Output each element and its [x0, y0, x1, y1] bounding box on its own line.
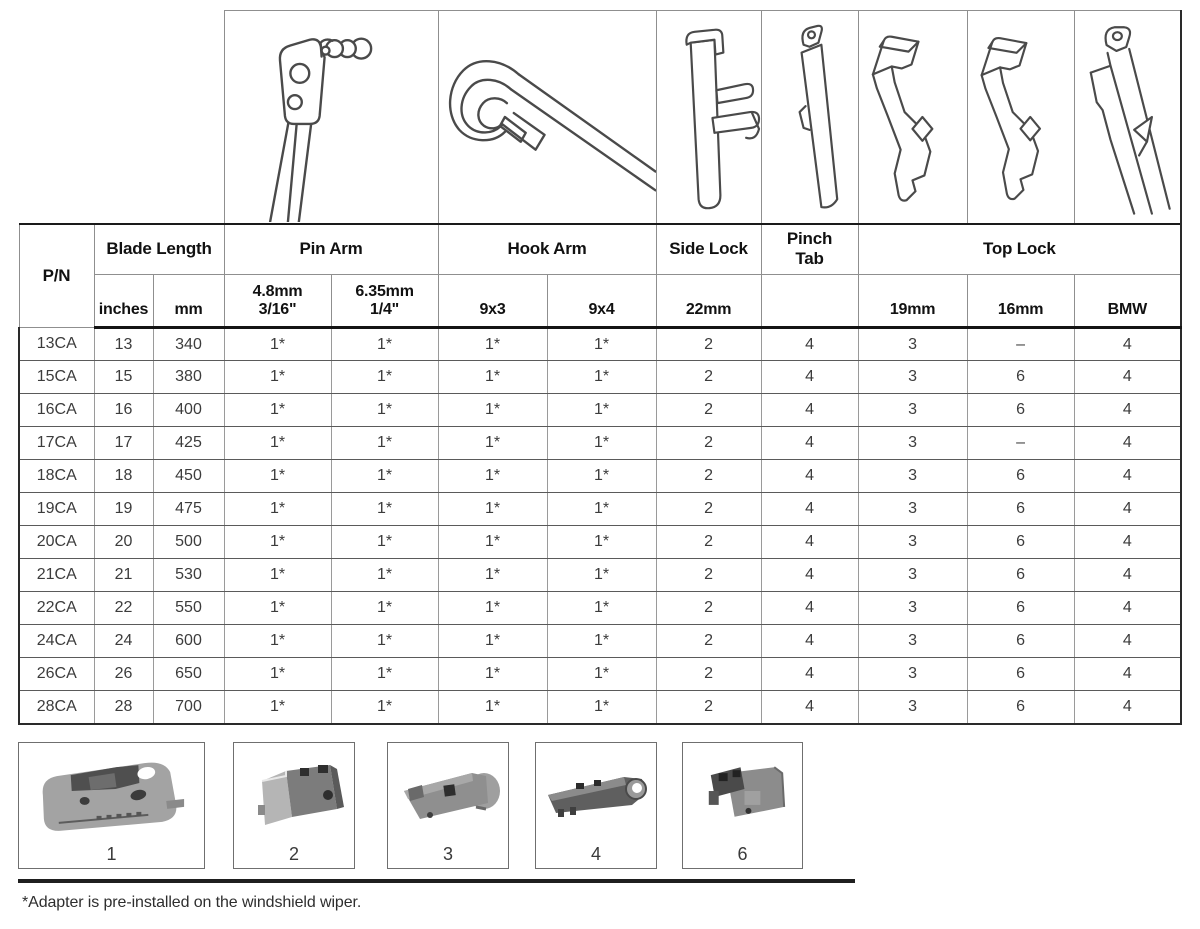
- value-cell: 1*: [331, 394, 438, 427]
- value-cell: 24: [94, 625, 153, 658]
- value-cell: 1*: [438, 691, 547, 724]
- value-cell: 1*: [331, 427, 438, 460]
- group-header-row: [19, 224, 1181, 275]
- value-cell: 1*: [224, 691, 331, 724]
- value-cell: 2: [656, 361, 761, 394]
- value-cell: 1*: [224, 526, 331, 559]
- value-cell: 2: [656, 328, 761, 361]
- value-cell: 425: [153, 427, 224, 460]
- value-cell: 2: [656, 526, 761, 559]
- table-row: [19, 691, 1181, 724]
- side-lock-diagram: [656, 11, 761, 224]
- value-cell: 1*: [438, 361, 547, 394]
- value-cell: 1*: [438, 592, 547, 625]
- part-number-cell: 22CA: [19, 592, 94, 625]
- part-number-cell: 28CA: [19, 691, 94, 724]
- table-row: [19, 625, 1181, 658]
- value-cell: 6: [967, 460, 1074, 493]
- value-cell: 4: [761, 394, 858, 427]
- value-cell: 2: [656, 691, 761, 724]
- value-cell: 1*: [547, 658, 656, 691]
- value-cell: 15: [94, 361, 153, 394]
- value-cell: 3: [858, 658, 967, 691]
- adapter-2-photo: [234, 743, 354, 843]
- pinch-tab-icon: [762, 11, 858, 222]
- value-cell: 1*: [547, 691, 656, 724]
- value-cell: 22: [94, 592, 153, 625]
- value-cell: 4: [1074, 691, 1181, 724]
- subheader-9x4: 9x4: [547, 275, 656, 328]
- col-header-pinch-tab: [761, 224, 858, 275]
- subheader-bmw: BMW: [1074, 275, 1181, 328]
- value-cell: 2: [656, 394, 761, 427]
- value-cell: 380: [153, 361, 224, 394]
- value-cell: 6: [967, 526, 1074, 559]
- part-number-cell: 15CA: [19, 361, 94, 394]
- value-cell: 2: [656, 460, 761, 493]
- adapter-number: 1: [106, 844, 117, 864]
- top-lock-bmw-diagram: [1074, 11, 1181, 224]
- value-cell: 3: [858, 361, 967, 394]
- value-cell: 3: [858, 394, 967, 427]
- value-cell: 1*: [224, 394, 331, 427]
- part-number-cell: 16CA: [19, 394, 94, 427]
- value-cell: 6: [967, 625, 1074, 658]
- table-row: [19, 460, 1181, 493]
- pin-48-line2: 3/16": [258, 301, 297, 318]
- value-cell: 4: [1074, 394, 1181, 427]
- value-cell: 530: [153, 559, 224, 592]
- value-cell: 1*: [224, 460, 331, 493]
- value-cell: 1*: [224, 361, 331, 394]
- subheader-inches: inches: [94, 275, 153, 328]
- value-cell: 3: [858, 526, 967, 559]
- table-row: [19, 361, 1181, 394]
- part-number-cell: 19CA: [19, 493, 94, 526]
- value-cell: 4: [1074, 658, 1181, 691]
- subheader-pinch-blank: [761, 275, 858, 328]
- value-cell: 1*: [547, 592, 656, 625]
- value-cell: 6: [967, 394, 1074, 427]
- part-number-cell: 18CA: [19, 460, 94, 493]
- value-cell: 1*: [331, 592, 438, 625]
- value-cell: 3: [858, 427, 967, 460]
- part-number-cell: 20CA: [19, 526, 94, 559]
- top-lock-16mm-icon: [968, 11, 1074, 222]
- value-cell: 1*: [224, 658, 331, 691]
- value-cell: 6: [967, 559, 1074, 592]
- compatibility-table: [18, 10, 1182, 725]
- adapter-number: 4: [590, 844, 601, 864]
- subheader-9x3: 9x3: [438, 275, 547, 328]
- table-row: [19, 394, 1181, 427]
- value-cell: 1*: [547, 526, 656, 559]
- value-cell: 4: [1074, 328, 1181, 361]
- value-cell: 1*: [438, 526, 547, 559]
- value-cell: 1*: [438, 328, 547, 361]
- value-cell: 4: [761, 427, 858, 460]
- adapter-1-photo: [19, 743, 204, 843]
- value-cell: 1*: [547, 625, 656, 658]
- value-cell: 1*: [331, 460, 438, 493]
- table-row: [19, 559, 1181, 592]
- adapter-number: 6: [737, 844, 748, 864]
- part-number-cell: 21CA: [19, 559, 94, 592]
- adapter-box-1: [18, 742, 205, 869]
- value-cell: 1*: [224, 625, 331, 658]
- value-cell: 4: [1074, 361, 1181, 394]
- value-cell: 4: [761, 658, 858, 691]
- table-body: [19, 328, 1181, 724]
- value-cell: 1*: [331, 526, 438, 559]
- table-row: [19, 658, 1181, 691]
- table-row: [19, 493, 1181, 526]
- value-cell: 1*: [224, 493, 331, 526]
- part-number-cell: 24CA: [19, 625, 94, 658]
- subheader-19mm: 19mm: [858, 275, 967, 328]
- subheader-pin-48: [224, 275, 331, 328]
- subheader-pin-635: [331, 275, 438, 328]
- value-cell: 26: [94, 658, 153, 691]
- value-cell: 1*: [438, 493, 547, 526]
- value-cell: 4: [761, 526, 858, 559]
- col-header-hook-arm: Hook Arm: [438, 224, 656, 275]
- value-cell: 4: [1074, 559, 1181, 592]
- part-number-cell: 26CA: [19, 658, 94, 691]
- value-cell: 2: [656, 559, 761, 592]
- footnote: *Adapter is pre-installed on the windshield wiper.: [22, 894, 362, 911]
- subheader-16mm: 16mm: [967, 275, 1074, 328]
- value-cell: 3: [858, 592, 967, 625]
- value-cell: 6: [967, 361, 1074, 394]
- value-cell: 650: [153, 658, 224, 691]
- diagram-row: [19, 11, 1181, 224]
- value-cell: 1*: [438, 559, 547, 592]
- table-row: [19, 427, 1181, 460]
- value-cell: 1*: [331, 328, 438, 361]
- value-cell: 2: [656, 592, 761, 625]
- value-cell: 4: [761, 328, 858, 361]
- pin-635-line1: 6.35mm: [355, 283, 414, 300]
- value-cell: 4: [761, 361, 858, 394]
- value-cell: 1*: [224, 328, 331, 361]
- pinch-tab-diagram: [761, 11, 858, 224]
- value-cell: 4: [1074, 526, 1181, 559]
- value-cell: 4: [761, 625, 858, 658]
- adapter-number: 2: [288, 844, 299, 864]
- value-cell: 4: [1074, 625, 1181, 658]
- value-cell: 13: [94, 328, 153, 361]
- value-cell: 1*: [438, 625, 547, 658]
- value-cell: 4: [1074, 493, 1181, 526]
- value-cell: 16: [94, 394, 153, 427]
- value-cell: 3: [858, 493, 967, 526]
- value-cell: 1*: [224, 427, 331, 460]
- value-cell: –: [967, 328, 1074, 361]
- pin-48-line1: 4.8mm: [252, 283, 303, 300]
- col-header-pn: P/N: [19, 224, 94, 328]
- value-cell: 1*: [331, 361, 438, 394]
- value-cell: 1*: [224, 559, 331, 592]
- value-cell: 550: [153, 592, 224, 625]
- diagram-row-spacer: [19, 11, 224, 224]
- value-cell: –: [967, 427, 1074, 460]
- table-row: [19, 592, 1181, 625]
- pinch-tab-label: Pinch Tab: [786, 229, 833, 269]
- value-cell: 4: [761, 460, 858, 493]
- value-cell: 4: [1074, 460, 1181, 493]
- value-cell: 3: [858, 559, 967, 592]
- hook-arm-icon: [439, 11, 656, 222]
- value-cell: 3: [858, 625, 967, 658]
- value-cell: 340: [153, 328, 224, 361]
- adapter-box-6: [682, 742, 803, 869]
- value-cell: 4: [761, 559, 858, 592]
- adapter-box-4: [535, 742, 657, 869]
- side-lock-icon: [657, 11, 761, 222]
- col-header-side-lock: Side Lock: [656, 224, 761, 275]
- adapter-4-photo: [536, 743, 656, 843]
- value-cell: 1*: [547, 559, 656, 592]
- sub-header-row: [19, 275, 1181, 328]
- value-cell: 6: [967, 592, 1074, 625]
- adapter-6-photo: [683, 743, 802, 843]
- col-header-pin-arm: Pin Arm: [224, 224, 438, 275]
- adapter-number: 3: [442, 844, 453, 864]
- top-lock-19mm-icon: [859, 11, 967, 222]
- value-cell: 500: [153, 526, 224, 559]
- value-cell: 700: [153, 691, 224, 724]
- part-number-cell: 17CA: [19, 427, 94, 460]
- value-cell: 1*: [331, 658, 438, 691]
- value-cell: 1*: [438, 394, 547, 427]
- col-header-blade-length: Blade Length: [94, 224, 224, 275]
- adapter-box-2: [233, 742, 355, 869]
- value-cell: 6: [967, 493, 1074, 526]
- value-cell: 1*: [331, 559, 438, 592]
- value-cell: 28: [94, 691, 153, 724]
- value-cell: 2: [656, 493, 761, 526]
- pin-635-line2: 1/4": [370, 301, 400, 318]
- value-cell: 2: [656, 625, 761, 658]
- adapter-3-photo: [388, 743, 508, 843]
- value-cell: 400: [153, 394, 224, 427]
- value-cell: 475: [153, 493, 224, 526]
- value-cell: 1*: [331, 691, 438, 724]
- value-cell: 1*: [547, 460, 656, 493]
- value-cell: 21: [94, 559, 153, 592]
- value-cell: 3: [858, 691, 967, 724]
- subheader-22mm: 22mm: [656, 275, 761, 328]
- value-cell: 1*: [438, 427, 547, 460]
- value-cell: 19: [94, 493, 153, 526]
- value-cell: 18: [94, 460, 153, 493]
- value-cell: 17: [94, 427, 153, 460]
- value-cell: 2: [656, 658, 761, 691]
- hook-arm-diagram: [438, 11, 656, 224]
- value-cell: 20: [94, 526, 153, 559]
- value-cell: 1*: [331, 493, 438, 526]
- divider-rule: [18, 879, 855, 883]
- value-cell: 1*: [224, 592, 331, 625]
- pin-arm-icon: [225, 11, 438, 222]
- value-cell: 4: [761, 493, 858, 526]
- subheader-mm: mm: [153, 275, 224, 328]
- value-cell: 1*: [547, 394, 656, 427]
- value-cell: 1*: [547, 361, 656, 394]
- value-cell: 4: [1074, 592, 1181, 625]
- value-cell: 1*: [547, 493, 656, 526]
- value-cell: 3: [858, 460, 967, 493]
- adapter-box-3: [387, 742, 509, 869]
- pin-arm-diagram: [224, 11, 438, 224]
- value-cell: 6: [967, 691, 1074, 724]
- value-cell: 450: [153, 460, 224, 493]
- table-row: [19, 526, 1181, 559]
- value-cell: 2: [656, 427, 761, 460]
- value-cell: 4: [761, 592, 858, 625]
- value-cell: 1*: [438, 658, 547, 691]
- value-cell: 1*: [331, 625, 438, 658]
- value-cell: 1*: [438, 460, 547, 493]
- col-header-top-lock: Top Lock: [858, 224, 1181, 275]
- top-lock-16mm-diagram: [967, 11, 1074, 224]
- value-cell: 4: [761, 691, 858, 724]
- value-cell: 3: [858, 328, 967, 361]
- value-cell: 6: [967, 658, 1074, 691]
- value-cell: 1*: [547, 328, 656, 361]
- part-number-cell: 13CA: [19, 328, 94, 361]
- value-cell: 600: [153, 625, 224, 658]
- table-row: [19, 328, 1181, 361]
- top-lock-bmw-icon: [1075, 11, 1181, 222]
- value-cell: 1*: [547, 427, 656, 460]
- value-cell: 4: [1074, 427, 1181, 460]
- top-lock-19mm-diagram: [858, 11, 967, 224]
